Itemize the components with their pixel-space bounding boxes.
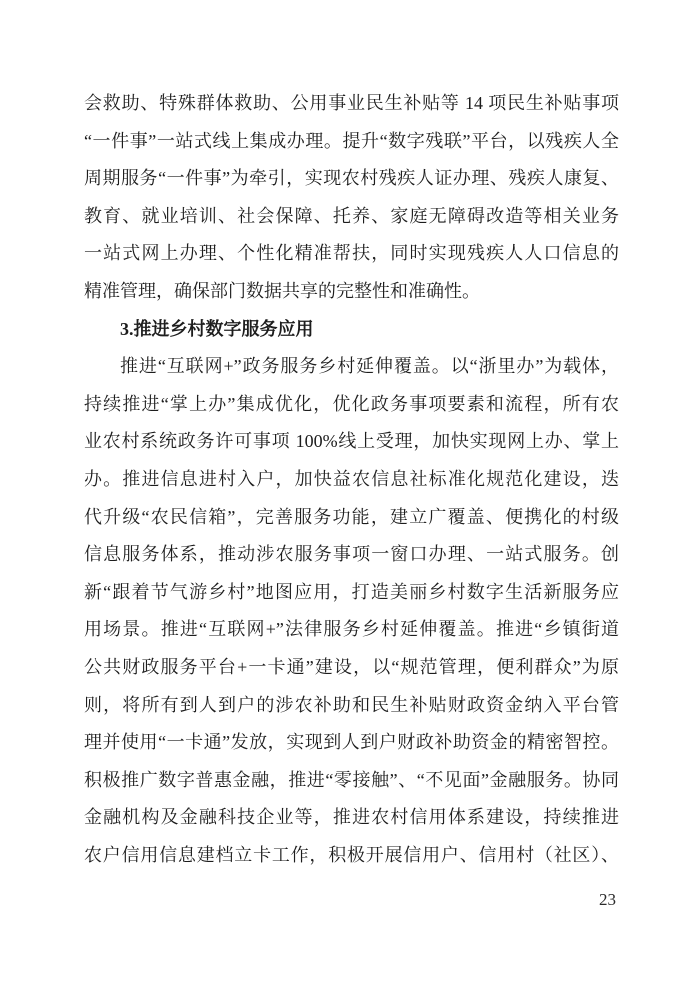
text-line: 教育、就业培训、社会保障、托养、家庭无障碍改造等相关业务 bbox=[84, 205, 619, 226]
text-line: 持续推进“掌上办”集成优化，优化政务事项要素和流程，所有农 bbox=[84, 393, 619, 414]
text-line: 代升级“农民信箱”，完善服务功能，建立广覆盖、便携化的村级 bbox=[84, 506, 619, 527]
document-body bbox=[84, 85, 619, 874]
text-line: 积极推广数字普惠金融，推进“零接触”、“不见面”金融服务。协同 bbox=[84, 769, 619, 790]
section-heading: 3.推进乡村数字服务应用 bbox=[120, 318, 314, 339]
text-line: 农户信用信息建档立卡工作，积极开展信用户、信用村（社区）、 bbox=[84, 844, 619, 865]
text-line: 理并使用“一卡通”发放，实现到人到户财政补助资金的精密智控。 bbox=[84, 732, 619, 753]
text-line: 金融机构及金融科技企业等，推进农村信用体系建设，持续推进 bbox=[84, 807, 619, 828]
page-number: 23 bbox=[599, 890, 616, 909]
text-line: 会救助、特殊群体救助、公用事业民生补贴等 14 项民生补贴事项 bbox=[84, 93, 619, 113]
text-line: 公共财政服务平台+一卡通”建设，以“规范管理，便利群众”为原 bbox=[84, 656, 619, 677]
text-line: 推进“互联网+”政务服务乡村延伸覆盖。以“浙里办”为载体， bbox=[120, 356, 619, 377]
text-line: 办。推进信息进村入户，加快益农信息社标准化规范化建设，迭 bbox=[84, 468, 619, 489]
text-line: 精准管理，确保部门数据共享的完整性和准确性。 bbox=[84, 280, 480, 301]
text-line: 则，将所有到人到户的涉农补助和民生补贴财政资金纳入平台管 bbox=[84, 694, 619, 715]
text-line: 信息服务体系，推动涉农服务事项一窗口办理、一站式服务。创 bbox=[84, 544, 619, 565]
text-line: 一站式网上办理、个性化精准帮扶，同时实现残疾人人口信息的 bbox=[84, 243, 619, 264]
text-line: 用场景。推进“互联网+”法律服务乡村延伸覆盖。推进“乡镇街道 bbox=[84, 619, 619, 640]
text-line: “一件事”一站式线上集成办理。提升“数字残联”平台，以残疾人全 bbox=[84, 130, 619, 151]
text-line: 新“跟着节气游乡村”地图应用，打造美丽乡村数字生活新服务应 bbox=[84, 581, 619, 602]
text-line: 周期服务“一件事”为牵引，实现农村残疾人证办理、残疾人康复、 bbox=[84, 168, 619, 189]
text-line: 业农村系统政务许可事项 100%线上受理，加快实现网上办、掌上 bbox=[84, 431, 619, 452]
